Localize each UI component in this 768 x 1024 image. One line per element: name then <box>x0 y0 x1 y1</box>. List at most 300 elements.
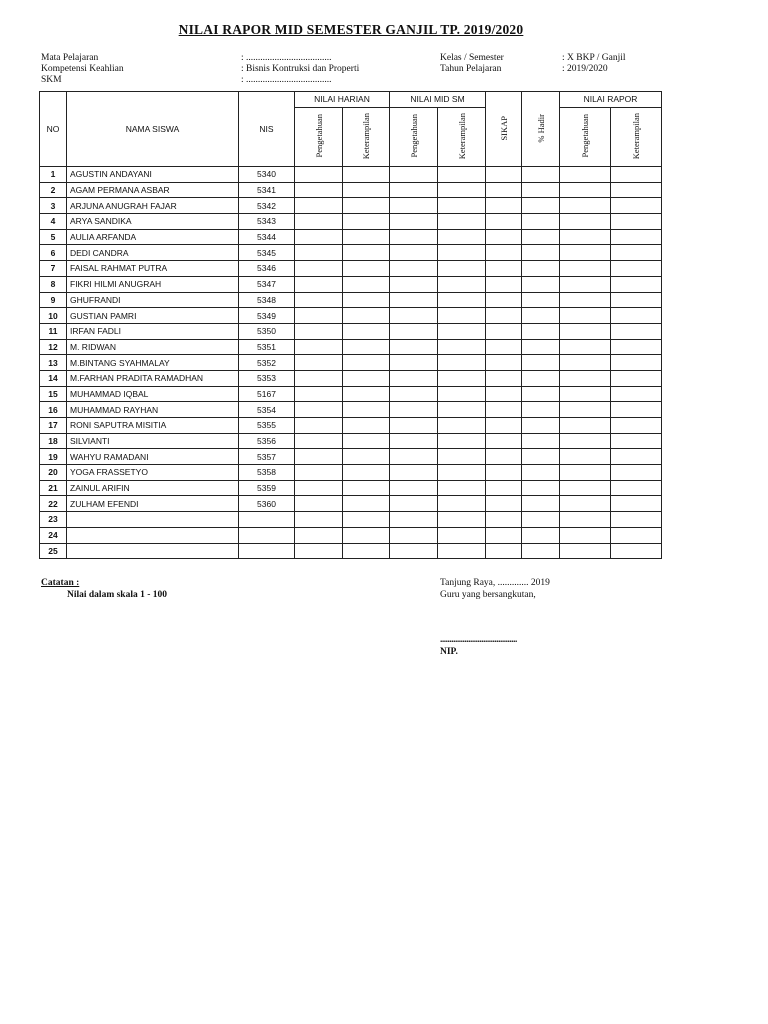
row-no: 8 <box>40 276 67 292</box>
row-nama: SILVIANTI <box>67 433 239 449</box>
signature-line: ......................................... <box>440 635 517 645</box>
row-no: 6 <box>40 245 67 261</box>
grade-cell[interactable] <box>611 512 662 528</box>
keterampilan-label: Keterampilan <box>456 112 467 159</box>
grade-cell[interactable] <box>343 261 390 277</box>
grade-cell[interactable] <box>390 276 438 292</box>
grade-cell[interactable] <box>390 543 438 559</box>
grade-cell[interactable] <box>611 496 662 512</box>
grade-cell[interactable] <box>295 308 343 324</box>
row-nama: ARYA SANDIKA <box>67 214 239 230</box>
grade-cell[interactable] <box>295 433 343 449</box>
grade-cell[interactable] <box>438 261 486 277</box>
grade-cell[interactable] <box>295 543 343 559</box>
row-nama <box>67 512 239 528</box>
header-rapor-pengetahuan <box>560 107 611 166</box>
grade-cell[interactable] <box>390 480 438 496</box>
grade-cell[interactable] <box>522 433 560 449</box>
row-no: 17 <box>40 418 67 434</box>
grade-cell[interactable] <box>295 276 343 292</box>
grade-cell[interactable] <box>560 245 611 261</box>
grade-cell[interactable] <box>390 370 438 386</box>
grade-cell[interactable] <box>390 527 438 543</box>
tahun-label: Tahun Pelajaran <box>440 64 502 74</box>
grade-cell[interactable] <box>438 496 486 512</box>
grade-cell[interactable] <box>486 418 522 434</box>
grade-cell[interactable] <box>390 465 438 481</box>
grade-cell[interactable] <box>522 198 560 214</box>
row-nis: 5357 <box>239 449 295 465</box>
grade-cell[interactable] <box>343 402 390 418</box>
grade-cell[interactable] <box>611 370 662 386</box>
grade-cell[interactable] <box>486 543 522 559</box>
grade-cell[interactable] <box>295 480 343 496</box>
grade-cell[interactable] <box>560 229 611 245</box>
table-row <box>40 245 662 261</box>
grade-cell[interactable] <box>343 292 390 308</box>
grade-cell[interactable] <box>560 465 611 481</box>
grade-cell[interactable] <box>560 355 611 371</box>
grade-cell[interactable] <box>611 339 662 355</box>
grade-cell[interactable] <box>390 245 438 261</box>
row-no: 3 <box>40 198 67 214</box>
grade-cell[interactable] <box>611 214 662 230</box>
grade-cell[interactable] <box>343 543 390 559</box>
grade-cell[interactable] <box>295 386 343 402</box>
grade-cell[interactable] <box>611 308 662 324</box>
header-harian-keterampilan <box>343 107 390 166</box>
grade-cell[interactable] <box>560 182 611 198</box>
row-nis <box>239 527 295 543</box>
table-row <box>40 433 662 449</box>
grade-cell[interactable] <box>486 512 522 528</box>
grade-cell[interactable] <box>343 465 390 481</box>
grade-cell[interactable] <box>438 480 486 496</box>
grade-cell[interactable] <box>486 339 522 355</box>
grade-cell[interactable] <box>486 496 522 512</box>
header-hadir <box>522 92 560 167</box>
grade-cell[interactable] <box>560 480 611 496</box>
grade-cell[interactable] <box>560 261 611 277</box>
row-nis: 5344 <box>239 229 295 245</box>
row-no: 22 <box>40 496 67 512</box>
grade-cell[interactable] <box>522 323 560 339</box>
grade-cell[interactable] <box>522 355 560 371</box>
grade-cell[interactable] <box>295 323 343 339</box>
row-nama: AGUSTIN ANDAYANI <box>67 167 239 183</box>
header-no: NO <box>40 92 67 167</box>
row-nama: M.BINTANG SYAHMALAY <box>67 355 239 371</box>
grade-cell[interactable] <box>486 323 522 339</box>
row-nama: ZULHAM EFENDI <box>67 496 239 512</box>
grade-cell[interactable] <box>295 245 343 261</box>
row-nama: FAISAL RAHMAT PUTRA <box>67 261 239 277</box>
grade-cell[interactable] <box>611 480 662 496</box>
grade-cell[interactable] <box>295 261 343 277</box>
grade-cell[interactable] <box>611 465 662 481</box>
grade-cell[interactable] <box>438 402 486 418</box>
grade-cell[interactable] <box>611 433 662 449</box>
grade-cell[interactable] <box>560 292 611 308</box>
grade-cell[interactable] <box>438 198 486 214</box>
grade-cell[interactable] <box>343 433 390 449</box>
grade-cell[interactable] <box>438 386 486 402</box>
grade-table <box>39 91 662 559</box>
grade-cell[interactable] <box>522 276 560 292</box>
grade-cell[interactable] <box>295 198 343 214</box>
grade-cell[interactable] <box>560 496 611 512</box>
table-row <box>40 512 662 528</box>
grade-cell[interactable] <box>522 418 560 434</box>
header-sikap <box>486 92 522 167</box>
grade-cell[interactable] <box>522 480 560 496</box>
row-no: 25 <box>40 543 67 559</box>
grade-cell[interactable] <box>390 198 438 214</box>
grade-cell[interactable] <box>560 418 611 434</box>
grade-cell[interactable] <box>522 292 560 308</box>
grade-cell[interactable] <box>343 198 390 214</box>
header-harian-pengetahuan <box>295 107 343 166</box>
grade-cell[interactable] <box>390 261 438 277</box>
keterampilan-label: Keterampilan <box>361 112 371 159</box>
table-row <box>40 465 662 481</box>
grade-cell[interactable] <box>522 543 560 559</box>
row-nama: WAHYU RAMADANI <box>67 449 239 465</box>
grade-cell[interactable] <box>295 512 343 528</box>
grade-cell[interactable] <box>390 418 438 434</box>
grade-cell[interactable] <box>486 386 522 402</box>
grade-cell[interactable] <box>560 433 611 449</box>
row-nis: 5343 <box>239 214 295 230</box>
grade-cell[interactable] <box>611 198 662 214</box>
skala-note: Nilai dalam skala 1 - 100 <box>67 590 168 600</box>
grade-cell[interactable] <box>343 276 390 292</box>
grade-cell[interactable] <box>390 355 438 371</box>
grade-cell[interactable] <box>343 480 390 496</box>
grade-cell[interactable] <box>486 449 522 465</box>
grade-cell[interactable] <box>438 355 486 371</box>
grade-cell[interactable] <box>390 386 438 402</box>
pengetahuan-label: Pengetahuan <box>580 114 590 158</box>
table-row <box>40 402 662 418</box>
row-nis <box>239 543 295 559</box>
grade-cell[interactable] <box>486 229 522 245</box>
grade-cell[interactable] <box>390 402 438 418</box>
grade-cell[interactable] <box>486 480 522 496</box>
grade-cell[interactable] <box>611 543 662 559</box>
row-nama: YOGA FRASSETYO <box>67 465 239 481</box>
grade-cell[interactable] <box>611 449 662 465</box>
grade-cell[interactable] <box>522 308 560 324</box>
grade-cell[interactable] <box>522 449 560 465</box>
row-no: 19 <box>40 449 67 465</box>
header-mid-keterampilan <box>438 107 486 166</box>
grade-cell[interactable] <box>438 167 486 183</box>
row-no: 15 <box>40 386 67 402</box>
grade-cell[interactable] <box>438 276 486 292</box>
grade-cell[interactable] <box>438 543 486 559</box>
grade-cell[interactable] <box>343 527 390 543</box>
grade-cell[interactable] <box>438 214 486 230</box>
grade-cell[interactable] <box>522 167 560 183</box>
row-no: 16 <box>40 402 67 418</box>
grade-cell[interactable] <box>343 308 390 324</box>
row-nis: 5167 <box>239 386 295 402</box>
grade-cell[interactable] <box>295 370 343 386</box>
grade-cell[interactable] <box>343 449 390 465</box>
table-row <box>40 370 662 386</box>
grade-cell[interactable] <box>438 527 486 543</box>
row-nis: 5348 <box>239 292 295 308</box>
grade-cell[interactable] <box>522 339 560 355</box>
grade-cell[interactable] <box>522 261 560 277</box>
table-row <box>40 167 662 183</box>
grade-cell[interactable] <box>390 496 438 512</box>
grade-cell[interactable] <box>343 512 390 528</box>
grade-cell[interactable] <box>343 355 390 371</box>
header-mid-pengetahuan <box>390 107 438 166</box>
grade-cell[interactable] <box>560 276 611 292</box>
grade-cell[interactable] <box>438 245 486 261</box>
header-nilai-harian: NILAI HARIAN <box>295 92 390 108</box>
grade-cell[interactable] <box>611 245 662 261</box>
grade-cell[interactable] <box>560 167 611 183</box>
grade-cell[interactable] <box>486 370 522 386</box>
row-nis: 5358 <box>239 465 295 481</box>
grade-cell[interactable] <box>611 292 662 308</box>
grade-cell[interactable] <box>295 449 343 465</box>
grade-cell[interactable] <box>560 512 611 528</box>
table-row <box>40 292 662 308</box>
grade-cell[interactable] <box>486 167 522 183</box>
grade-cell[interactable] <box>611 355 662 371</box>
grade-cell[interactable] <box>295 339 343 355</box>
table-row <box>40 418 662 434</box>
grade-cell[interactable] <box>295 167 343 183</box>
grade-cell[interactable] <box>611 323 662 339</box>
row-no: 13 <box>40 355 67 371</box>
grade-cell[interactable] <box>486 465 522 481</box>
grade-cell[interactable] <box>486 292 522 308</box>
row-no: 21 <box>40 480 67 496</box>
grade-cell[interactable] <box>611 167 662 183</box>
row-nis: 5341 <box>239 182 295 198</box>
row-nama <box>67 543 239 559</box>
grade-cell[interactable] <box>522 527 560 543</box>
grade-cell[interactable] <box>295 465 343 481</box>
row-nis: 5347 <box>239 276 295 292</box>
grade-cell[interactable] <box>438 339 486 355</box>
grade-cell[interactable] <box>343 229 390 245</box>
row-nis: 5346 <box>239 261 295 277</box>
grade-cell[interactable] <box>438 370 486 386</box>
grade-cell[interactable] <box>390 229 438 245</box>
row-nis: 5345 <box>239 245 295 261</box>
row-no: 7 <box>40 261 67 277</box>
table-row <box>40 182 662 198</box>
grade-cell[interactable] <box>522 214 560 230</box>
grade-cell[interactable] <box>611 402 662 418</box>
row-no: 24 <box>40 527 67 543</box>
row-no: 11 <box>40 323 67 339</box>
grade-cell[interactable] <box>611 229 662 245</box>
row-no: 5 <box>40 229 67 245</box>
grade-cell[interactable] <box>486 355 522 371</box>
grade-cell[interactable] <box>295 355 343 371</box>
grade-cell[interactable] <box>560 339 611 355</box>
row-nama: GUSTIAN PAMRI <box>67 308 239 324</box>
sikap-label: SIKAP <box>498 115 509 141</box>
grade-cell[interactable] <box>295 527 343 543</box>
kelas-value: : X BKP / Ganjil <box>562 53 626 63</box>
row-nama: MUHAMMAD RAYHAN <box>67 402 239 418</box>
grade-cell[interactable] <box>560 370 611 386</box>
grade-cell[interactable] <box>522 229 560 245</box>
table-row <box>40 323 662 339</box>
grade-cell[interactable] <box>295 402 343 418</box>
grade-cell[interactable] <box>560 402 611 418</box>
tahun-value: : 2019/2020 <box>562 64 608 74</box>
grade-cell[interactable] <box>560 214 611 230</box>
table-row <box>40 543 662 559</box>
grade-cell[interactable] <box>390 182 438 198</box>
grade-cell[interactable] <box>486 433 522 449</box>
row-no: 23 <box>40 512 67 528</box>
grade-cell[interactable] <box>611 276 662 292</box>
grade-cell[interactable] <box>560 308 611 324</box>
grade-cell[interactable] <box>438 229 486 245</box>
grade-cell[interactable] <box>611 182 662 198</box>
grade-cell[interactable] <box>295 182 343 198</box>
grade-cell[interactable] <box>390 323 438 339</box>
grade-cell[interactable] <box>343 214 390 230</box>
row-no: 1 <box>40 167 67 183</box>
grade-cell[interactable] <box>611 261 662 277</box>
grade-cell[interactable] <box>390 433 438 449</box>
kompetensi-value: : Bisnis Kontruksi dan Properti <box>241 64 360 74</box>
grade-cell[interactable] <box>343 323 390 339</box>
grade-cell[interactable] <box>486 245 522 261</box>
grade-cell[interactable] <box>438 433 486 449</box>
grade-cell[interactable] <box>438 308 486 324</box>
row-no: 10 <box>40 308 67 324</box>
grade-cell[interactable] <box>560 449 611 465</box>
grade-cell[interactable] <box>560 386 611 402</box>
row-nama: RONI SAPUTRA MISITIA <box>67 418 239 434</box>
grade-cell[interactable] <box>486 182 522 198</box>
grade-cell[interactable] <box>390 292 438 308</box>
grade-cell[interactable] <box>486 308 522 324</box>
table-row <box>40 355 662 371</box>
grade-cell[interactable] <box>486 402 522 418</box>
grade-cell[interactable] <box>438 323 486 339</box>
grade-cell[interactable] <box>343 245 390 261</box>
grade-cell[interactable] <box>390 512 438 528</box>
mapel-label: Mata Pelajaran <box>41 53 99 63</box>
table-row <box>40 386 662 402</box>
grade-cell[interactable] <box>438 449 486 465</box>
table-row <box>40 339 662 355</box>
grade-cell[interactable] <box>438 418 486 434</box>
grade-cell[interactable] <box>522 496 560 512</box>
place-date: Tanjung Raya, ............. 2019 <box>440 578 550 588</box>
grade-cell[interactable] <box>486 527 522 543</box>
grade-cell[interactable] <box>522 182 560 198</box>
grade-cell[interactable] <box>295 229 343 245</box>
row-nis: 5342 <box>239 198 295 214</box>
grade-cell[interactable] <box>486 198 522 214</box>
grade-cell[interactable] <box>560 527 611 543</box>
grade-cell[interactable] <box>343 386 390 402</box>
grade-cell[interactable] <box>343 339 390 355</box>
grade-cell[interactable] <box>390 214 438 230</box>
grade-cell[interactable] <box>343 182 390 198</box>
row-no: 9 <box>40 292 67 308</box>
row-no: 4 <box>40 214 67 230</box>
grade-cell[interactable] <box>295 496 343 512</box>
grade-cell[interactable] <box>486 276 522 292</box>
pengetahuan-label: Pengetahuan <box>408 114 419 158</box>
row-no: 18 <box>40 433 67 449</box>
grade-cell[interactable] <box>343 370 390 386</box>
grade-cell[interactable] <box>522 512 560 528</box>
grade-cell[interactable] <box>438 292 486 308</box>
row-no: 20 <box>40 465 67 481</box>
page-title-text: NILAI RAPOR MID SEMESTER GANJIL TP. 2019/2020 <box>178 22 524 37</box>
row-no: 2 <box>40 182 67 198</box>
grade-cell[interactable] <box>390 308 438 324</box>
grade-cell[interactable] <box>343 418 390 434</box>
row-nama: M.FARHAN PRADITA RAMADHAN <box>67 370 239 386</box>
grade-cell[interactable] <box>522 245 560 261</box>
grade-cell[interactable] <box>486 261 522 277</box>
mapel-value: : .................................... <box>241 53 332 63</box>
row-nama: GHUFRANDI <box>67 292 239 308</box>
row-nama: FIKRI HILMI ANUGRAH <box>67 276 239 292</box>
row-no: 14 <box>40 370 67 386</box>
grade-cell[interactable] <box>522 386 560 402</box>
header-nis: NIS <box>239 92 295 167</box>
row-nis: 5354 <box>239 402 295 418</box>
grade-cell[interactable] <box>438 512 486 528</box>
grade-cell[interactable] <box>343 496 390 512</box>
grade-cell[interactable] <box>343 167 390 183</box>
grade-cell[interactable] <box>522 370 560 386</box>
grade-cell[interactable] <box>390 339 438 355</box>
grade-cell[interactable] <box>560 198 611 214</box>
row-nis: 5360 <box>239 496 295 512</box>
skm-value: : .................................... <box>241 75 332 85</box>
grade-cell[interactable] <box>560 323 611 339</box>
grade-cell[interactable] <box>390 449 438 465</box>
grade-cell[interactable] <box>295 214 343 230</box>
grade-cell[interactable] <box>486 214 522 230</box>
grade-cell[interactable] <box>611 527 662 543</box>
header-nama: NAMA SISWA <box>67 92 239 167</box>
row-nama: ARJUNA ANUGRAH FAJAR <box>67 198 239 214</box>
grade-cell[interactable] <box>438 182 486 198</box>
row-nis: 5351 <box>239 339 295 355</box>
grade-cell[interactable] <box>438 465 486 481</box>
grade-cell[interactable] <box>295 292 343 308</box>
grade-cell[interactable] <box>390 167 438 183</box>
grade-cell[interactable] <box>560 543 611 559</box>
grade-cell[interactable] <box>295 418 343 434</box>
grade-cell[interactable] <box>611 418 662 434</box>
grade-cell[interactable] <box>611 386 662 402</box>
grade-cell[interactable] <box>522 402 560 418</box>
grade-cell[interactable] <box>522 465 560 481</box>
